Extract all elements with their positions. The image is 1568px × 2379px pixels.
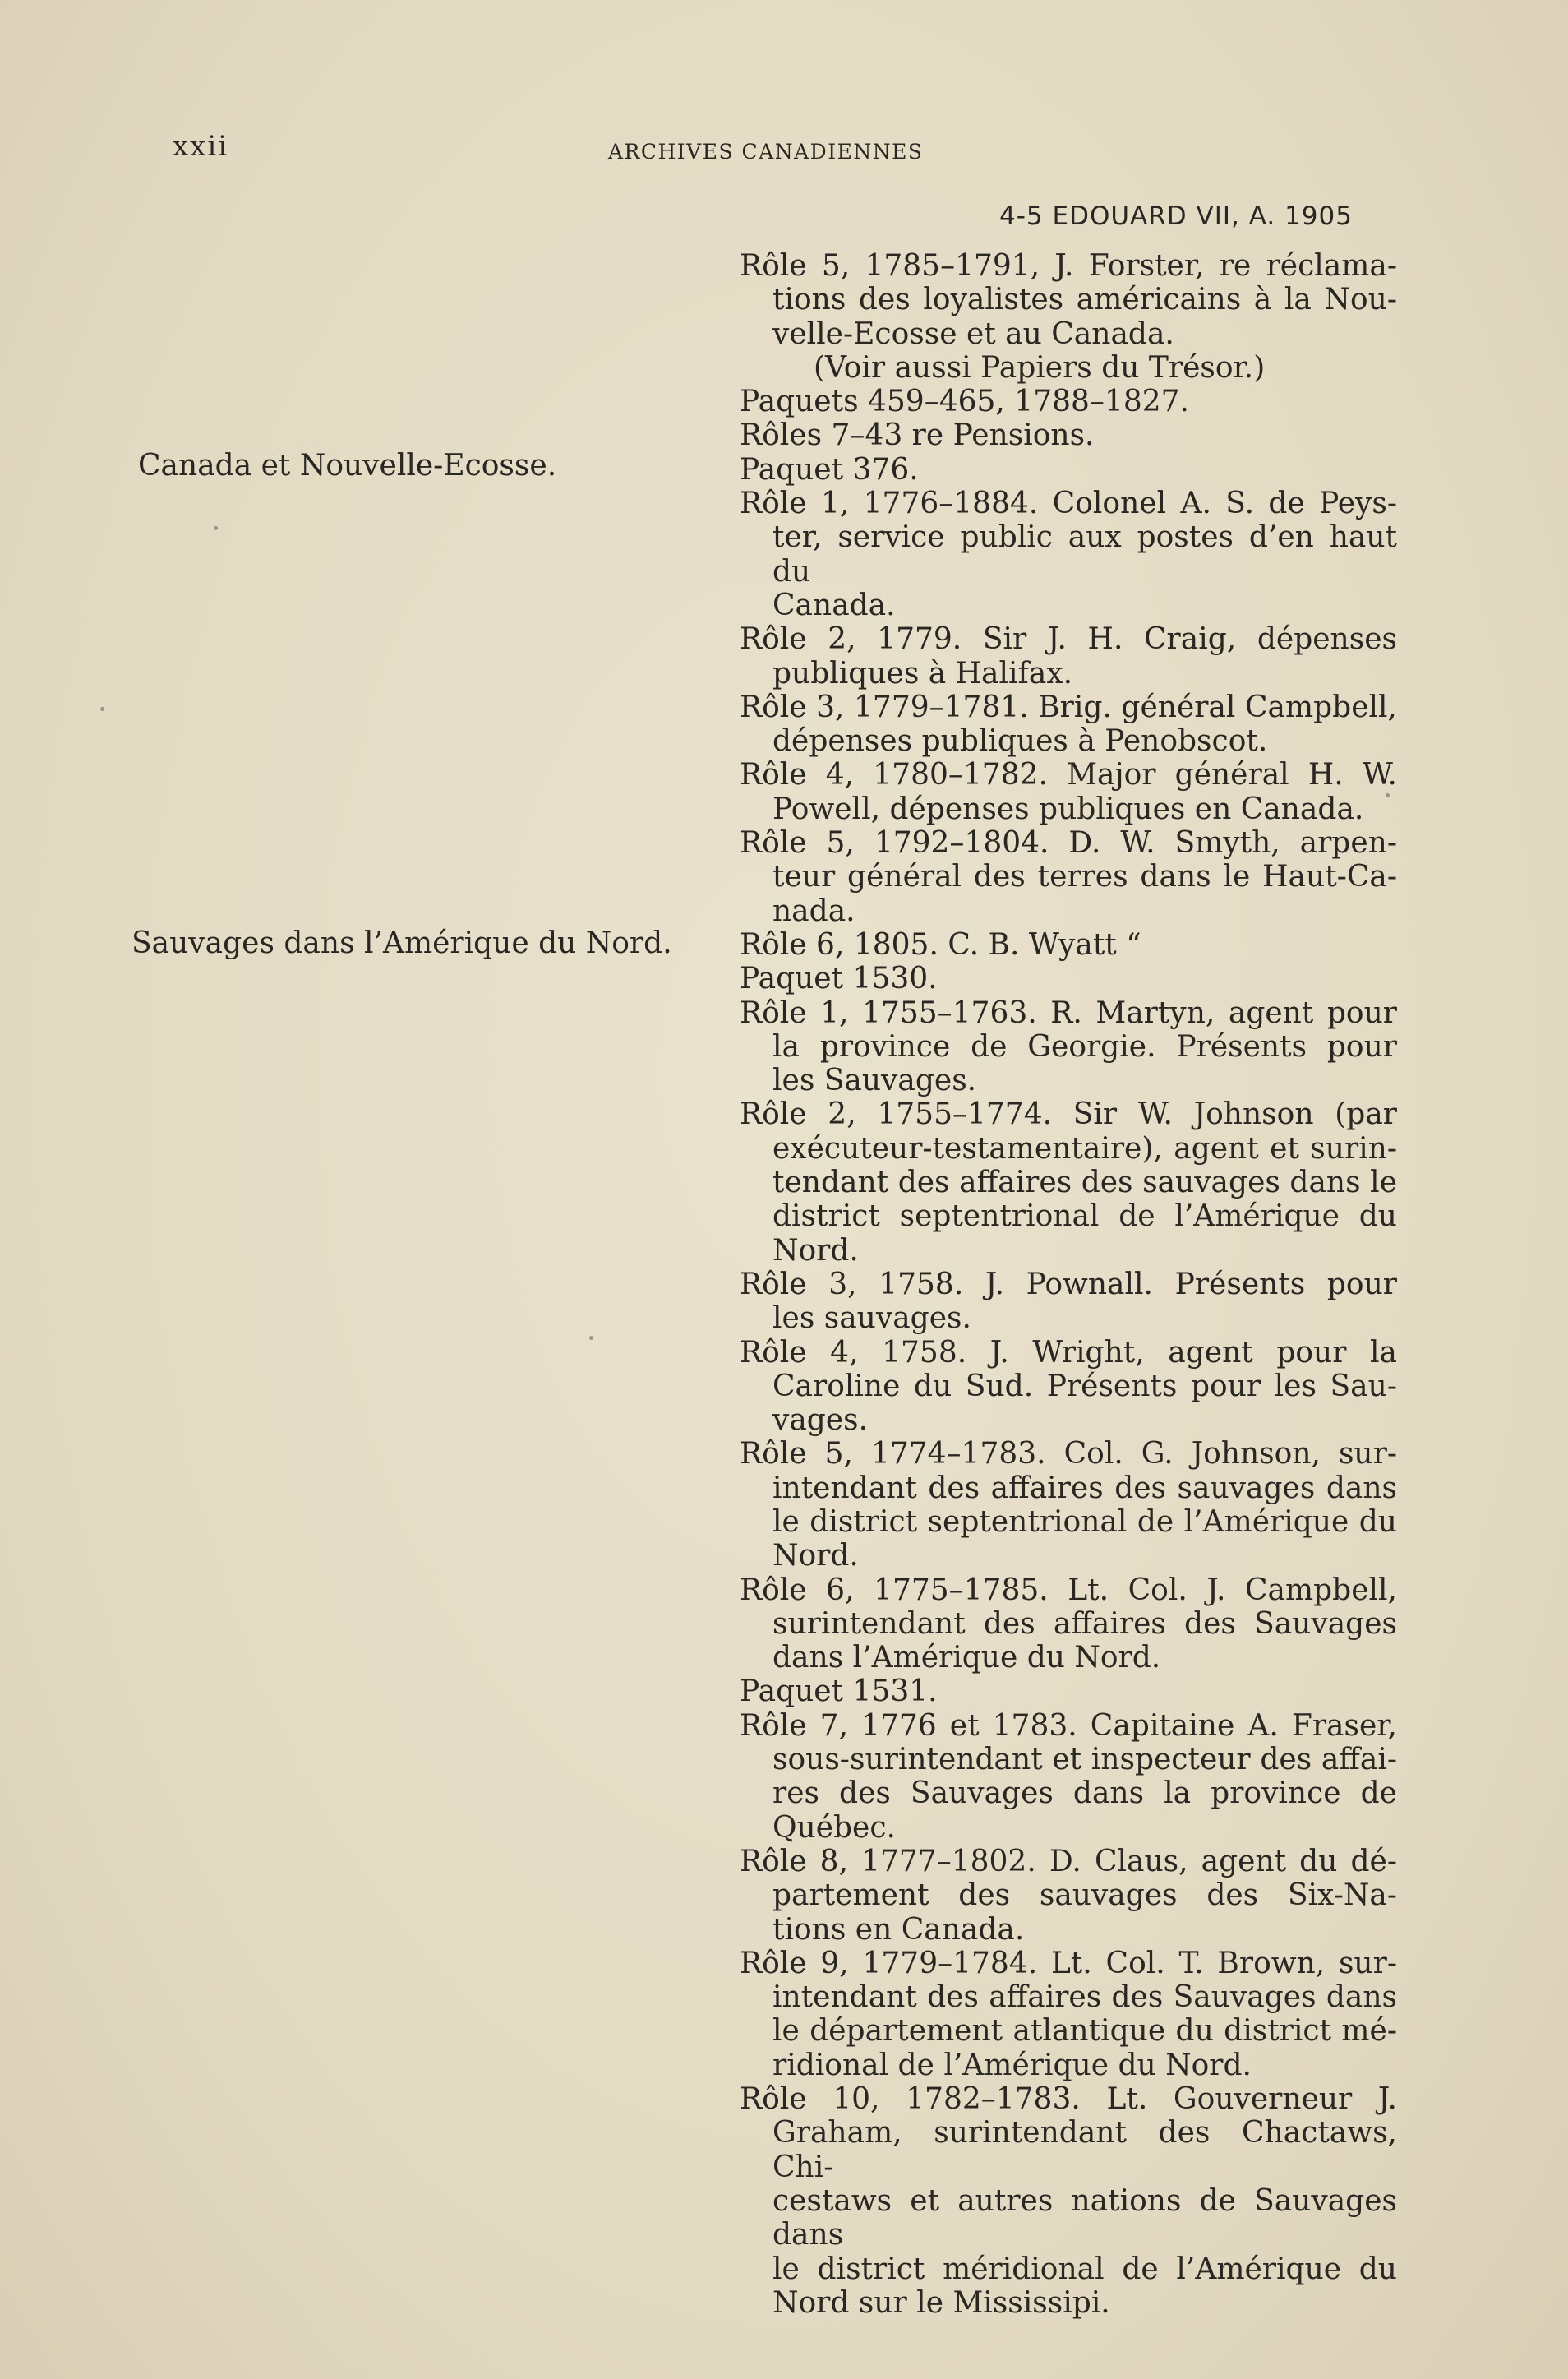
entry-heading-line: Rôle 6, 1805. C. B. Wyatt “ [740,927,1141,962]
entry-continuation-line: partement des sauvages des Six-Na- [772,1878,1397,1913]
entry-heading-line: Rôle 1, 1776–1884. Colonel A. S. de Peys- [740,487,1397,521]
entry-heading-line: Rôle 3, 1758. J. Pownall. Présents pour [740,1267,1397,1301]
entry-continuation-line: velle-Ecosse et au Canada. [772,316,1174,351]
entry-continuation-line: sous-surintendant et inspecteur des affai- [772,1743,1397,1777]
entry-heading-line: Rôle 5, 1792–1804. D. W. Smyth, arpen- [740,826,1397,861]
catalogue-entry [740,418,1397,452]
entry-continuation-line: nada. [772,894,855,928]
entry-heading-line: Rôle 4, 1758. J. Wright, agent pour la [740,1335,1397,1370]
entry-continuation-line: ter, service public aux postes d’en haut du [772,520,1397,589]
entry-continuation-line: tendant des affaires des sauvages dans le [772,1166,1397,1200]
entry-continuation-line: surintendant des affaires des Sauvages [772,1606,1397,1641]
entry-continuation-line: Nord. [772,1539,859,1573]
catalogue-entry [740,351,1397,385]
entry-heading-line: Rôle 5, 1785–1791, J. Forster, re réclama- [740,249,1397,283]
entry-heading-line: Rôle 2, 1779. Sir J. H. Craig, dépenses [740,622,1397,657]
entry-continuation-line: le district septentrional de l’Amérique du [772,1504,1397,1539]
paper-speck [214,526,218,530]
entry-heading-line: Paquets 459–465, 1788–1827. [740,385,1189,419]
page-number: xxii [173,130,229,163]
paper-speck [589,1336,593,1340]
entry-heading-line: Rôle 8, 1777–1802. D. Claus, agent du dé- [740,1844,1397,1878]
entry-heading-line: Paquet 376. [740,452,919,487]
entry-continuation-line: tions en Canada. [772,1912,1025,1947]
entry-continuation-line: teur général des terres dans le Haut-Ca- [772,860,1397,894]
catalogue-entry [740,1675,1397,1708]
entry-continuation-line: le district méridional de l’Amérique du [772,2252,1397,2286]
entry-continuation-line: ridional de l’Amérique du Nord. [772,2048,1252,2082]
entry-heading-line: Rôle 3, 1779–1781. Brig. général Campbell, [740,690,1397,724]
section-label-canada: Canada et Nouvelle-Ecosse. [138,449,557,483]
entry-continuation-line: intendant des affaires des sauvages dans [772,1471,1397,1505]
catalogue-entry [740,928,1397,962]
entry-continuation-line: res des Sauvages dans la province de [772,1776,1397,1811]
entry-continuation-line: les sauvages. [772,1301,971,1336]
entry-continuation-line: Nord sur le Mississipi. [772,2285,1110,2320]
entry-continuation-line: le département atlantique du district mé- [772,2014,1397,2049]
catalogue-entry [740,1845,1397,1947]
catalogue-entry [740,1709,1397,1845]
catalogue-entry [740,1268,1397,1336]
catalogue-entry [740,385,1397,418]
paper-speck [100,707,104,711]
catalogue-entry [740,1336,1397,1438]
entry-heading-line: Rôle 10, 1782–1783. Lt. Gouverneur J. [740,2082,1397,2117]
catalogue-entry [740,249,1397,351]
entry-heading-line: Rôle 7, 1776 et 1783. Capitaine A. Fraser, [740,1708,1397,1743]
paper-speck [1386,793,1390,797]
entry-continuation-line: les Sauvages. [772,1064,977,1098]
catalogue-entry [740,1437,1397,1573]
section-label-sauvages: Sauvages dans l’Amérique du Nord. [131,926,672,960]
entry-continuation-line: Nord. [772,1233,859,1268]
catalogue-entry [740,2082,1397,2320]
entry-heading-line: Rôles 7–43 re Pensions. [740,418,1095,453]
entry-heading-line: Rôle 6, 1775–1785. Lt. Col. J. Campbell, [740,1573,1397,1607]
entry-heading-line: Rôle 2, 1755–1774. Sir W. Johnson (par [740,1097,1397,1132]
entry-continuation-line: Canada. [772,588,896,622]
entry-continuation-line: Québec. [772,1810,896,1845]
entry-continuation-line: Powell, dépenses publiques en Canada. [772,792,1364,826]
catalogue-entry [740,691,1397,759]
catalogue-entry [740,1947,1397,2082]
entry-continuation-line: exécuteur-testamentaire), agent et surin- [772,1131,1397,1166]
entry-continuation-line: intendant des affaires des Sauvages dans [772,1980,1397,2015]
entry-continuation-line: Graham, surintendant des Chactaws, Chi- [772,2116,1397,2184]
catalogue-entry [740,453,1397,487]
entry-heading-line: Paquet 1531. [740,1675,938,1709]
catalogue-entry [740,1097,1397,1267]
entry-continuation-line: dépenses publiques à Penobscot. [772,724,1268,759]
catalogue-entry [740,962,1397,995]
catalogue-entry [740,826,1397,928]
entry-continuation-line: dans l’Amérique du Nord. [772,1641,1161,1675]
entry-heading-line: Rôle 9, 1779–1784. Lt. Col. T. Brown, sur- [740,1946,1397,1980]
catalogue-entry [740,758,1397,826]
entry-heading-line: Rôle 4, 1780–1782. Major général H. W. [740,758,1397,792]
running-title: ARCHIVES CANADIENNES [608,140,924,164]
entry-heading-line: Paquet 1530. [740,962,938,996]
entry-continuation-line: cestaws et autres nations de Sauvages dans [772,2183,1397,2252]
entry-heading-line: Rôle 1, 1755–1763. R. Martyn, agent pour [740,995,1397,1030]
entry-heading-line: Rôle 5, 1774–1783. Col. G. Johnson, sur- [740,1437,1397,1471]
entry-continuation-line: la province de Georgie. Présents pour [772,1029,1397,1064]
entry-heading-line: (Voir aussi Papiers du Trésor.) [814,350,1266,385]
catalogue-entry [740,622,1397,691]
entry-continuation-line: publiques à Halifax. [772,656,1073,691]
session-header: 4-5 EDOUARD VII, A. 1905 [999,201,1353,231]
catalogue-entry [740,1573,1397,1675]
catalogue-entry [740,487,1397,622]
entries-column [740,249,1397,2320]
entry-continuation-line: vages. [772,1403,869,1438]
entry-continuation-line: Caroline du Sud. Présents pour les Sau- [772,1369,1397,1403]
entry-continuation-line: district septentrional de l’Amérique du [772,1199,1397,1234]
catalogue-entry [740,996,1397,1098]
entry-continuation-line: tions des loyalistes américains à la Nou- [772,283,1397,317]
